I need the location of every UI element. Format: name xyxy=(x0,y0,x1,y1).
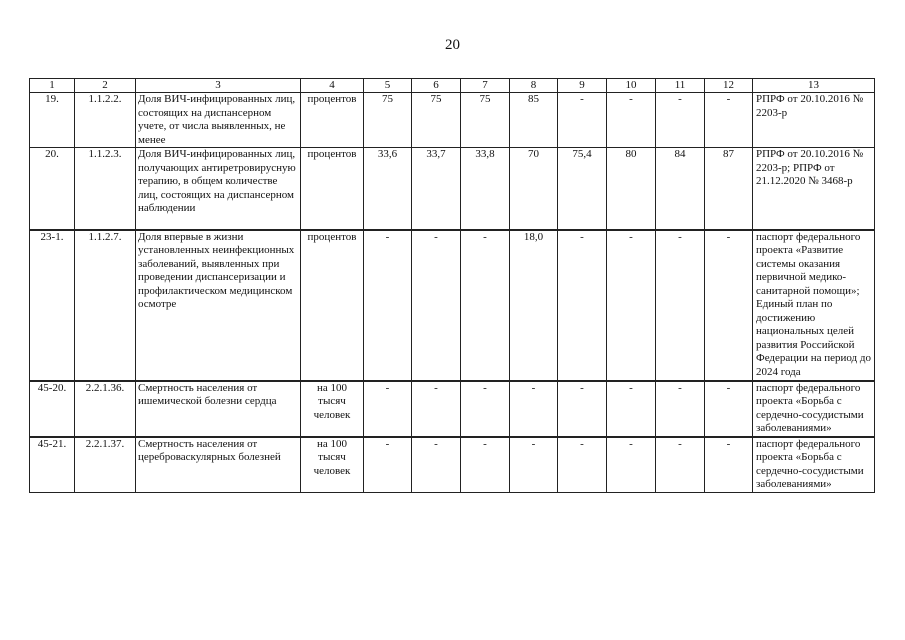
source-cell: РПРФ от 20.10.2016 № 2203-р xyxy=(753,93,875,148)
column-header: 7 xyxy=(461,79,510,93)
unit-cell: на 100 тысяч человек xyxy=(301,381,364,437)
row-code: 2.2.1.36. xyxy=(75,381,136,437)
source-cell: паспорт федерального проекта «Борьба с сердечно-сосудистыми заболеваниями» xyxy=(753,437,875,493)
value-cell: 33,7 xyxy=(412,148,461,230)
value-cell: - xyxy=(364,437,412,493)
value-cell: - xyxy=(412,437,461,493)
value-cell: 85 xyxy=(510,93,558,148)
unit-cell: процентов xyxy=(301,93,364,148)
value-cell: - xyxy=(705,230,753,381)
table-row xyxy=(30,148,875,230)
column-header: 8 xyxy=(510,79,558,93)
value-cell: - xyxy=(656,381,705,437)
column-header: 9 xyxy=(558,79,607,93)
page-number: 20 xyxy=(445,37,460,53)
source-cell: паспорт федерального проекта «Борьба с сердечно-сосудистыми заболеваниями» xyxy=(753,381,875,437)
column-header: 11 xyxy=(656,79,705,93)
value-cell: - xyxy=(461,230,510,381)
table-row xyxy=(30,437,875,493)
column-header: 12 xyxy=(705,79,753,93)
indicators-table xyxy=(29,78,875,493)
value-cell: - xyxy=(656,93,705,148)
column-header: 6 xyxy=(412,79,461,93)
value-cell: - xyxy=(607,230,656,381)
value-cell: - xyxy=(558,437,607,493)
value-cell: - xyxy=(412,230,461,381)
row-code: 1.1.2.7. xyxy=(75,230,136,381)
value-cell: 75,4 xyxy=(558,148,607,230)
value-cell: - xyxy=(558,230,607,381)
value-cell: 84 xyxy=(656,148,705,230)
header-row xyxy=(30,79,875,93)
value-cell: - xyxy=(461,437,510,493)
value-cell: - xyxy=(607,381,656,437)
value-cell: - xyxy=(558,381,607,437)
row-code: 2.2.1.37. xyxy=(75,437,136,493)
value-cell: 33,6 xyxy=(364,148,412,230)
value-cell: - xyxy=(705,381,753,437)
value-cell: 75 xyxy=(412,93,461,148)
column-header: 1 xyxy=(30,79,75,93)
row-number: 19. xyxy=(30,93,75,148)
value-cell: - xyxy=(412,381,461,437)
table-row xyxy=(30,381,875,437)
indicator-name: Смертность населения от ишемической болезни сердца xyxy=(136,381,301,437)
unit-cell: процентов xyxy=(301,148,364,230)
value-cell: - xyxy=(656,437,705,493)
value-cell: - xyxy=(656,230,705,381)
row-number: 23-1. xyxy=(30,230,75,381)
value-cell: 75 xyxy=(461,93,510,148)
row-number: 20. xyxy=(30,148,75,230)
row-code: 1.1.2.3. xyxy=(75,148,136,230)
value-cell: 80 xyxy=(607,148,656,230)
indicator-name: Доля ВИЧ-инфицированных лиц, получающих антиретровирусную терапию, в общем количестве лиц, состоящих на диспансерном наблюдении xyxy=(136,148,301,230)
row-number: 45-21. xyxy=(30,437,75,493)
column-header: 5 xyxy=(364,79,412,93)
value-cell: - xyxy=(558,93,607,148)
column-header: 3 xyxy=(136,79,301,93)
source-cell: паспорт федерального проекта «Развитие системы оказания первичной медико-санитарной помощи»; Единый план по достижению национальных целей развития Российской Федерации на период до 2024 года xyxy=(753,230,875,381)
column-header: 2 xyxy=(75,79,136,93)
value-cell: 70 xyxy=(510,148,558,230)
value-cell: - xyxy=(461,381,510,437)
value-cell: - xyxy=(510,381,558,437)
value-cell: 75 xyxy=(364,93,412,148)
column-header: 13 xyxy=(753,79,875,93)
source-cell: РПРФ от 20.10.2016 № 2203-р; РПРФ от 21.12.2020 № 3468-р xyxy=(753,148,875,230)
indicator-name: Доля впервые в жизни установленных неинфекционных заболеваний, выявленных при проведении диспансеризации и профилактическом медицинском осмотре xyxy=(136,230,301,381)
value-cell: 33,8 xyxy=(461,148,510,230)
value-cell: 87 xyxy=(705,148,753,230)
value-cell: - xyxy=(364,381,412,437)
table-row xyxy=(30,93,875,148)
column-header: 10 xyxy=(607,79,656,93)
row-number: 45-20. xyxy=(30,381,75,437)
value-cell: - xyxy=(607,437,656,493)
indicator-name: Доля ВИЧ-инфицированных лиц, состоящих на диспансерном учете, от числа выявленных, не менее xyxy=(136,93,301,148)
value-cell: - xyxy=(705,93,753,148)
unit-cell: процентов xyxy=(301,230,364,381)
unit-cell: на 100 тысяч человек xyxy=(301,437,364,493)
column-header: 4 xyxy=(301,79,364,93)
value-cell: - xyxy=(705,437,753,493)
value-cell: - xyxy=(364,230,412,381)
table-row xyxy=(30,230,875,381)
indicator-name: Смертность населения от цереброваскулярных болезней xyxy=(136,437,301,493)
row-code: 1.1.2.2. xyxy=(75,93,136,148)
value-cell: - xyxy=(510,437,558,493)
value-cell: 18,0 xyxy=(510,230,558,381)
value-cell: - xyxy=(607,93,656,148)
